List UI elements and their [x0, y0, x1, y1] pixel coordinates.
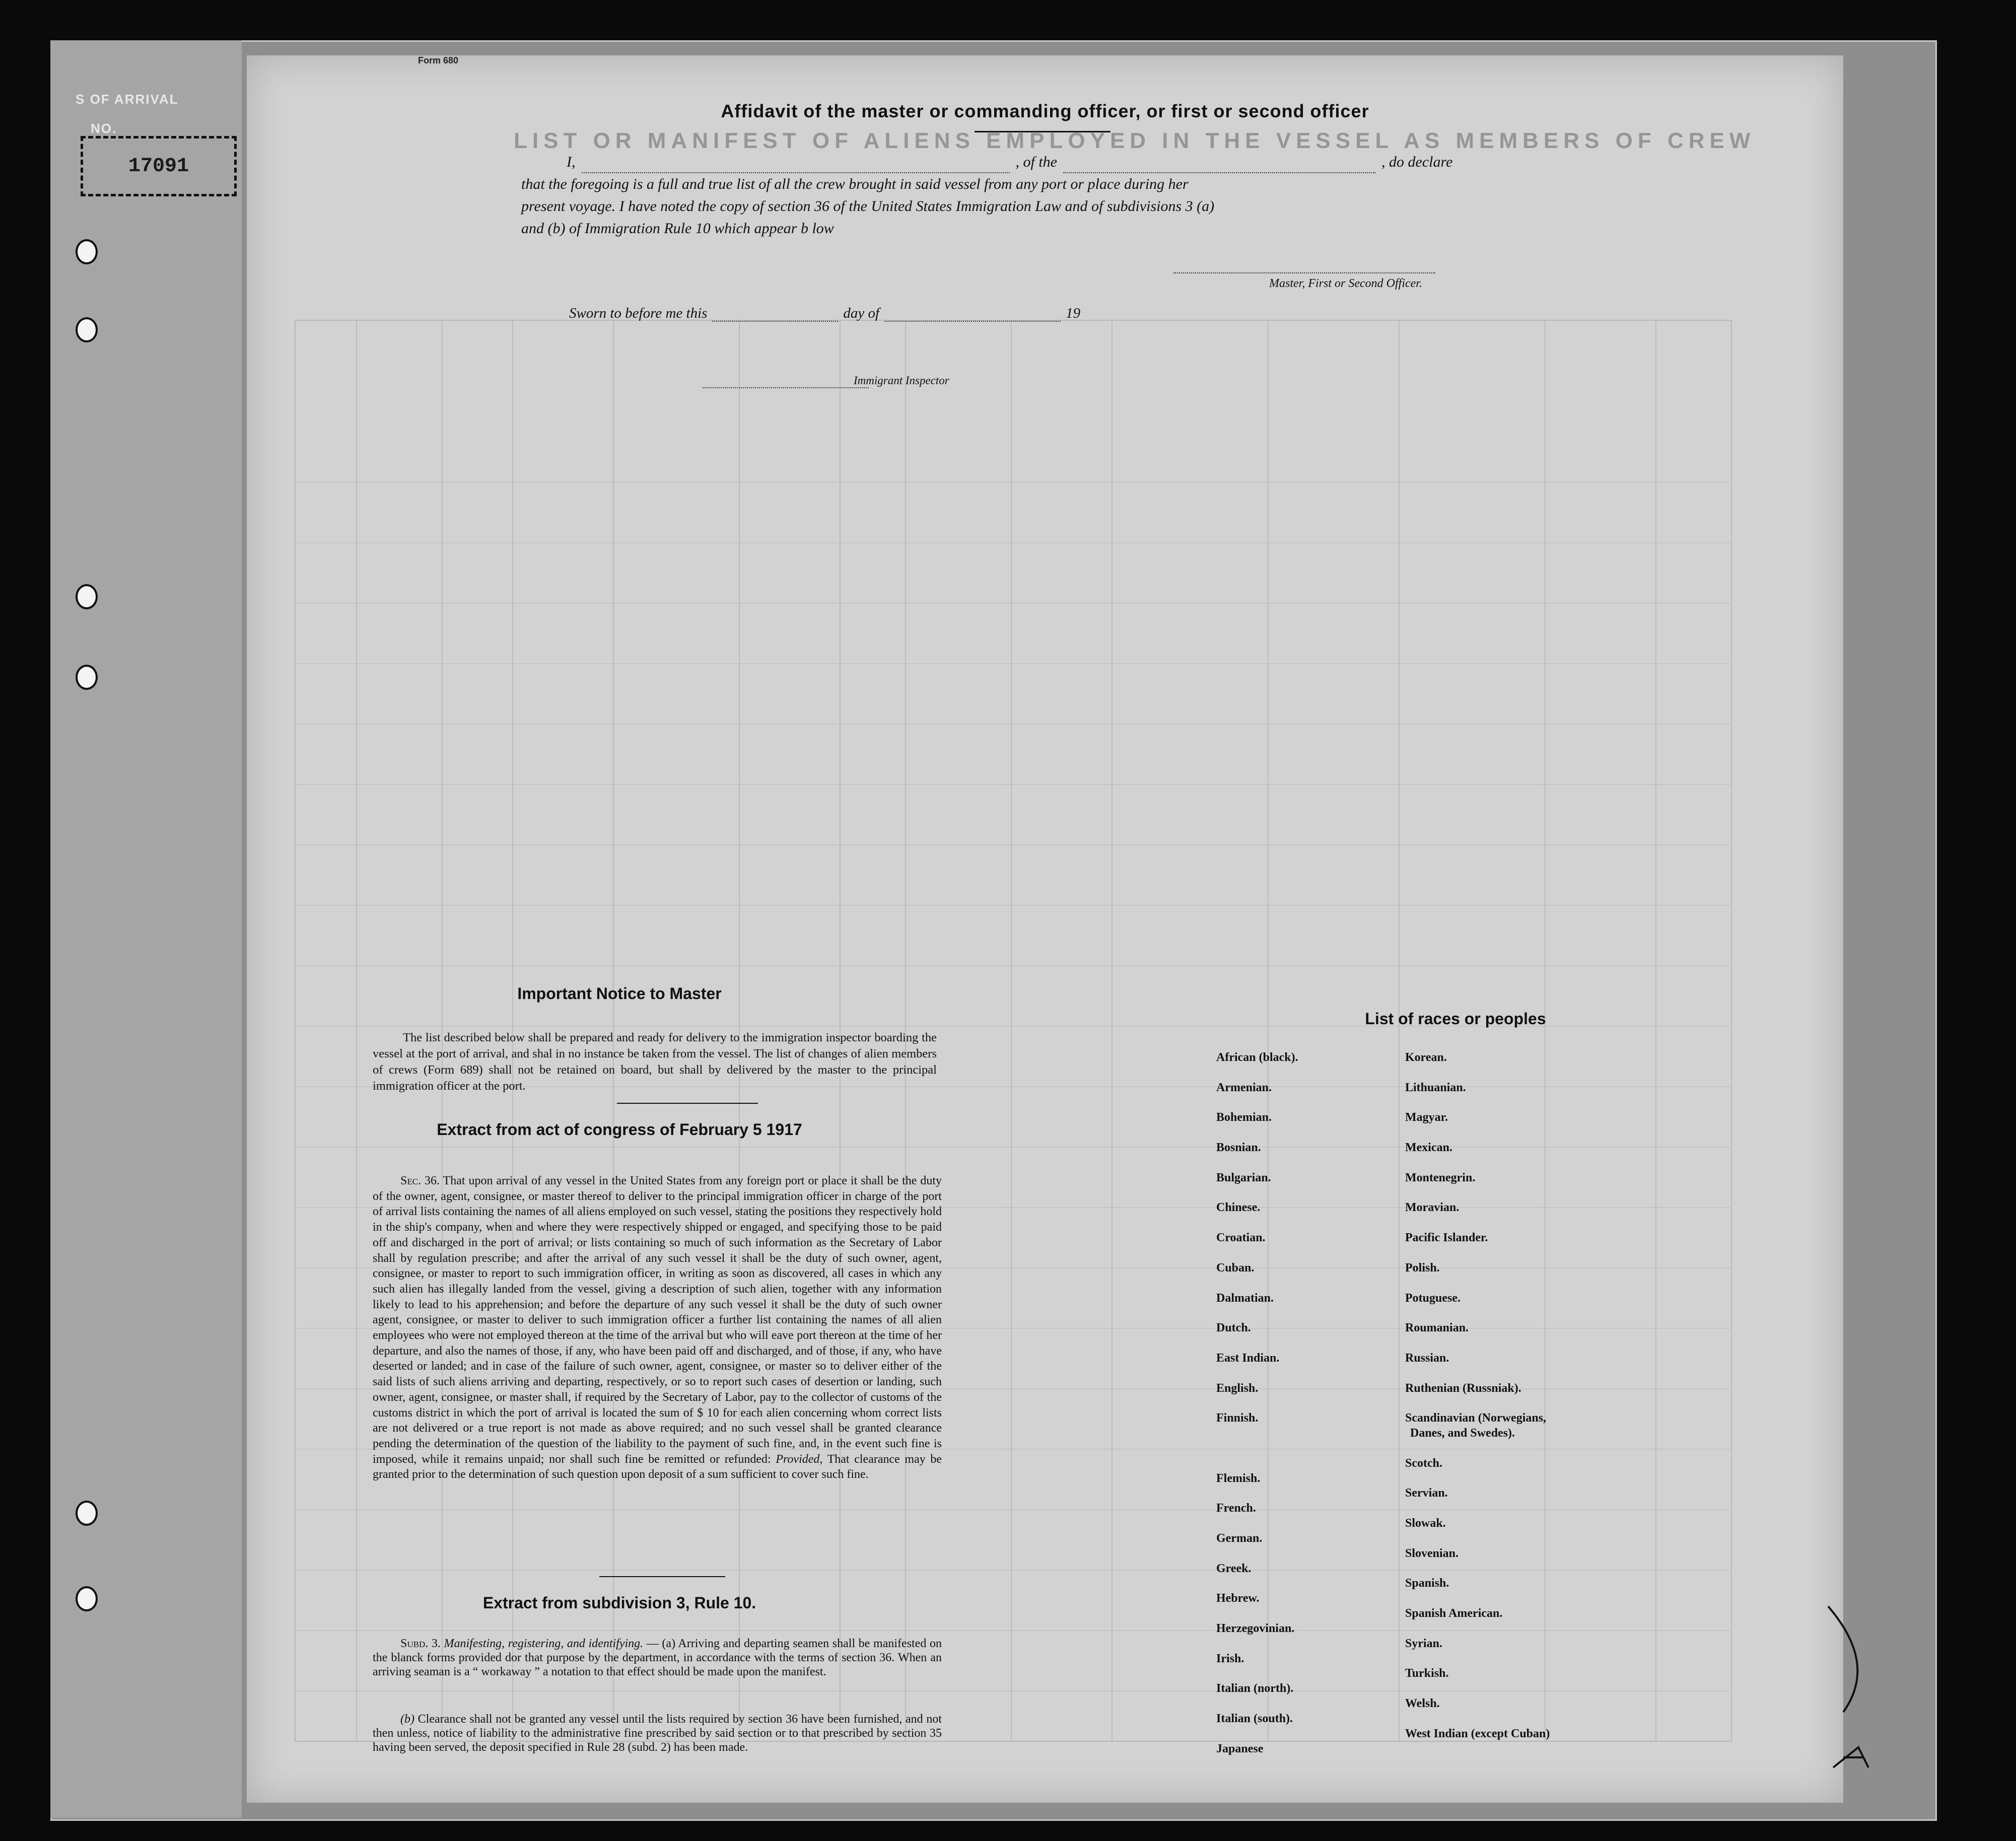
race-left-item: Flemish. [1216, 1471, 1261, 1485]
affidavit-line2: that the foregoing is a full and true list of all the crew brought in said vessel from any port or place during her [521, 176, 1189, 192]
manifest-sheet [247, 55, 1843, 1803]
punch-hole-icon [76, 239, 98, 264]
race-left-item: English. [1216, 1381, 1259, 1395]
affidavit-title: Affidavit of the master or commanding officer, or first or second officer [721, 101, 1369, 121]
punch-hole-icon [76, 584, 98, 609]
race-right-item: Slovenian. [1405, 1546, 1459, 1560]
race-left-item: Herzegovinian. [1216, 1622, 1295, 1636]
rule-text-b [373, 1712, 942, 1754]
race-left-item: Chinese. [1216, 1201, 1261, 1215]
race-left-item: Dalmatian. [1216, 1291, 1274, 1305]
act-body: That upon arrival of any vessel in the United States from any foreign port or place it shall be the duty of the owner, agent, consignee, or master thereof to deliver to the principal immigration officer in charge of the port of arrival lists containing the names of all aliens employed on such vessel, stating the positions they respectively hold in the ship's company, when and where they were respectively shipped or engaged, and specifying those to be paid off and discharged in the port of arrival; or lists containing so much of such information as the Secretary of Labor shall by regulation prescribe; and after the arrival of any such vessel it shall be the duty of such owner, agent, consignee, or master to report to such immigration officer, in writing as soon as discovered, all cases in which any such alien has illegally landed from the vessel, giving a description of such alien, together with any information likely to lead to his apprehension; and before the departure of any such vessel it shall be the duty of such owner agent, consignee, or master to deliver to such immigration officer a further list containing the names of all alien employees who were not employed thereon at the time of the arrival but who will eave port thereon at the time of her departure, and also the names of those, if any, who have been paid off and discharged, and of those, if any, who have deserted or landed; and in case of the failure of such owner, agent, consignee, or master so to deliver either of the said lists of such aliens arriving and departing, respectively, or so to report such cases of desertion or landing, such owner, agent, consignee, or master shall, if required by the Secretary of Labor, pay to the collector of customs of the customs district in which the port of arrival is located the sum of $ 10 for each alien concerning whom correct lists are not delivered or a true report is not made as above required; and no such vessel shall be granted clearance pending the determination of the question of the liability to the payment of such fine, and, in the event such fine is imposed, while it remains unpaid; nor shall such fine be remitted or refunded: [373, 1174, 942, 1466]
race-right-item: Syrian. [1405, 1637, 1443, 1650]
race-right-item: Danes, and Swedes). [1410, 1426, 1515, 1440]
race-right-item: Scotch. [1405, 1456, 1442, 1470]
race-right-item: Pacific Islander. [1405, 1231, 1488, 1245]
race-right-item: Korean. [1405, 1051, 1447, 1064]
notice-text: The list described below shall be prepared and ready for delivery to the immigration inspector boarding the vessel at the port of arrival, and shal in no instance be taken from the vessel. The list of changes of alien members of crews (Form 689) shall not be retained on board, but shall by delivered by the master to the principal immigration officer at the port. [373, 1031, 937, 1093]
punch-hole-icon [76, 1501, 98, 1526]
affidavit-of-the: , of the [1015, 154, 1057, 170]
notice-title: Important Notice to Master [517, 984, 722, 1003]
race-left-item: French. [1216, 1502, 1256, 1515]
race-left-item: Bulgarian. [1216, 1171, 1271, 1184]
master-signature-blank[interactable] [1173, 269, 1435, 273]
race-right-item: Roumanian. [1405, 1321, 1469, 1335]
race-right-item: Servian. [1405, 1486, 1448, 1500]
rule-body-b: Clearance shall not be granted any vessel until the lists required by section 36 have been furnished, and not then unless, notice of liability to the administrative fine prescribed by said section or to that prescribed by section 35 having been served, the deposit specified in Rule 28 (subd. 2) has been made. [373, 1713, 942, 1754]
races-left-column [1216, 1050, 1298, 1772]
race-right-item: West Indian (except Cuban) [1405, 1727, 1550, 1740]
form-number: Form 680 [418, 55, 459, 65]
inspector-label: Immigrant Inspector [854, 374, 949, 387]
race-right-item: Polish. [1405, 1261, 1440, 1274]
race-right-item: Spanish. [1405, 1577, 1449, 1590]
sworn-day-of: day of [843, 305, 880, 321]
race-left-item: African (black). [1216, 1051, 1298, 1064]
race-left-item [1216, 1441, 1298, 1471]
races-title: List of races or peoples [1365, 1010, 1546, 1028]
race-left-item: German. [1216, 1532, 1263, 1545]
rule-title: Extract from subdivision 3, Rule 10. [482, 1594, 756, 1612]
race-left-item: Hebrew. [1216, 1592, 1260, 1605]
sworn-line [569, 305, 1080, 322]
act-title: Extract from act of congress of February 5 1917 [437, 1120, 802, 1139]
rule-heading: Manifesting, registering, and identifying. [444, 1637, 644, 1650]
rule-text-a [373, 1637, 942, 1679]
race-left-item: East Indian. [1216, 1351, 1280, 1365]
race-left-item: Cuban. [1216, 1261, 1255, 1274]
sworn-day-blank[interactable] [712, 318, 838, 322]
race-left-item: Irish. [1216, 1652, 1244, 1665]
punch-hole-icon [76, 317, 98, 342]
race-right-item: Magyar. [1405, 1111, 1448, 1124]
race-left-item: Italian (south). [1216, 1712, 1293, 1726]
act-text [373, 1173, 942, 1482]
race-right-item: Montenegrin. [1405, 1171, 1476, 1184]
race-left-item: Bosnian. [1216, 1141, 1261, 1155]
act-body-end: That clearance may be granted prior to the determination of such question upon deposit of a sum sufficient to cover such fine. [373, 1452, 942, 1481]
arrival-stamp-line2: NO. [91, 121, 117, 136]
divider [599, 1576, 725, 1577]
affidavit-line4: and (b) of Immigration Rule 10 which appear b low [521, 220, 834, 237]
arrival-stamp-number: 17091 [81, 136, 237, 196]
sworn-month-blank[interactable] [884, 318, 1061, 322]
affidavit-i: I, [567, 154, 576, 170]
race-right-item: Spanish American. [1405, 1607, 1503, 1620]
name-blank[interactable] [582, 169, 1010, 173]
race-right-item: Russian. [1405, 1351, 1449, 1365]
affidavit-declare: , do declare [1381, 154, 1453, 170]
arrival-stamp-line1: S OF ARRIVAL [76, 92, 179, 107]
rule-body-a: — (a) Arriving and departing seamen shall be manifested on the blanck forms provided dor that purpose by the department, in accordance with the terms of section 36. When an arriving seaman is a “ workaway ” a notation to that effect should be made upon the manifest. [373, 1637, 942, 1678]
race-right-item: Potuguese. [1405, 1291, 1461, 1305]
race-left-item: Italian (north). [1216, 1682, 1294, 1695]
race-right-item: Mexican. [1405, 1141, 1452, 1155]
race-right-item: Moravian. [1405, 1201, 1459, 1215]
race-right-item: Scandinavian (Norwegians, [1405, 1411, 1547, 1425]
race-right-item: Welsh. [1405, 1697, 1440, 1711]
sworn-label: Sworn to before me this [569, 305, 708, 321]
background-strip [50, 40, 242, 1818]
race-right-item: Turkish. [1405, 1667, 1449, 1680]
act-lead: Sec. 36. [400, 1174, 440, 1187]
master-label: Master, First or Second Officer. [1269, 277, 1422, 290]
punch-hole-icon [76, 1586, 98, 1611]
races-right-column [1405, 1050, 1550, 1756]
race-left-item: Dutch. [1216, 1321, 1251, 1335]
sworn-year: 19 [1066, 305, 1081, 321]
race-left-item: Japanese [1216, 1742, 1264, 1755]
pen-mark-icon [1813, 1601, 1894, 1773]
race-right-item: Slowak. [1405, 1517, 1446, 1530]
race-left-item: Finnish. [1216, 1411, 1259, 1425]
ghost-header: LIST OR MANIFEST OF ALIENS EMPLOYED IN THE VESSEL AS MEMBERS OF CREW [514, 128, 1756, 153]
divider [617, 1103, 758, 1104]
inspector-signature-blank[interactable] [703, 384, 869, 388]
race-left-item: Armenian. [1216, 1081, 1272, 1094]
race-right-item: Ruthenian (Russniak). [1405, 1381, 1521, 1395]
affidavit-body [521, 151, 1730, 240]
act-provided: Provided, [776, 1452, 823, 1466]
rule-b-lead: (b) [400, 1713, 414, 1726]
race-left-item: Greek. [1216, 1562, 1252, 1575]
race-left-item: Croatian. [1216, 1231, 1266, 1245]
rule-lead: Subd. 3. [400, 1637, 441, 1650]
race-left-item: Bohemian. [1216, 1111, 1272, 1124]
vessel-blank[interactable] [1063, 169, 1375, 173]
affidavit-line3: present voyage. I have noted the copy of section 36 of the United States Immigration Law and of subdivisions 3 (a) [521, 198, 1215, 215]
race-right-item: Lithuanian. [1405, 1081, 1466, 1094]
punch-hole-icon [76, 665, 98, 690]
